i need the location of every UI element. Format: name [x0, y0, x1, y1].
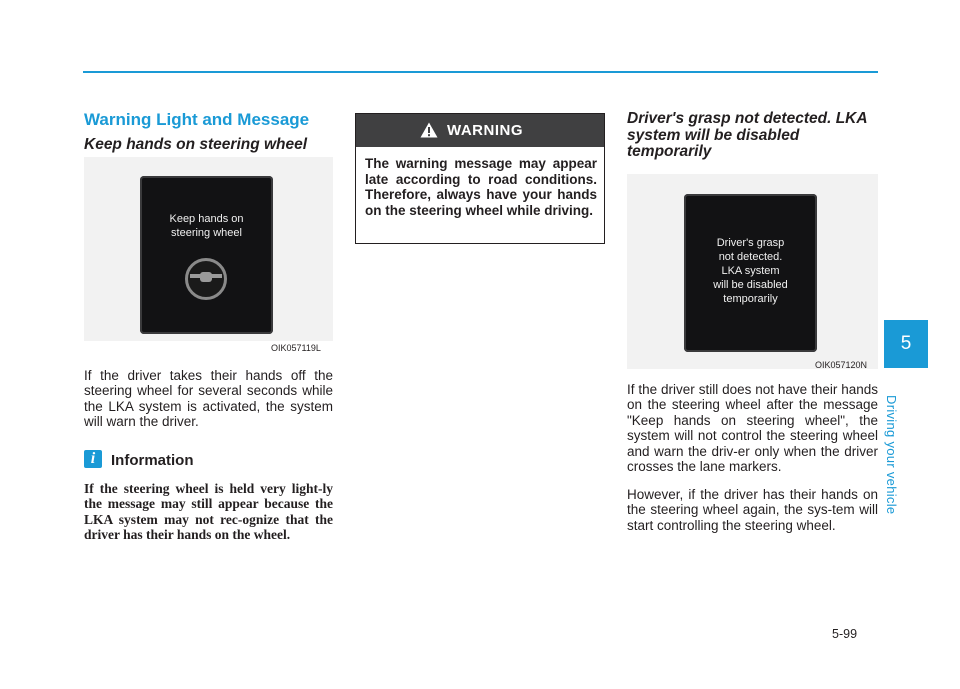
chapter-tab: 5	[884, 320, 928, 368]
figure-grasp-not-detected	[627, 174, 878, 369]
top-rule	[83, 71, 878, 73]
info-icon: i	[84, 450, 102, 468]
steering-wheel-icon	[185, 258, 227, 300]
info-title: Information	[111, 452, 194, 469]
section-heading: Warning Light and Message	[84, 110, 310, 129]
figure-code: OIK057119L	[271, 343, 321, 353]
chapter-label-text: Driving your vehicle	[884, 395, 899, 515]
warning-triangle-icon	[420, 122, 438, 138]
cluster-message: Keep hands on steering wheel	[169, 213, 244, 239]
info-text: If the steering wheel is held very light-ly the message may still appear because the LKA system may not rec-ognize that the driver has their hands on the wheel.	[84, 481, 333, 543]
figure-code: OIK057120N	[815, 360, 868, 370]
cluster-message: Driver's grasp not detected. LKA system will be disabled temporarily	[713, 237, 788, 305]
figure-keep-hands	[84, 157, 333, 341]
paragraph: If the driver takes their hands off the steering wheel for several seconds while the LKA system is activated, the system will warn the driver.	[84, 368, 333, 430]
chapter-label	[884, 395, 919, 515]
cluster-display	[684, 194, 817, 352]
cluster-display	[140, 176, 273, 334]
page-number: 5-99	[832, 627, 858, 641]
subheading-grasp-not-detected: Driver's grasp not detected. LKA system will be disabled temporarily	[627, 110, 867, 160]
subheading-keep-hands: Keep hands on steering wheel	[84, 136, 308, 153]
steering-wheel-hub	[200, 272, 212, 282]
warning-header	[356, 114, 604, 147]
warning-box	[355, 113, 605, 244]
warning-label: WARNING	[447, 122, 523, 139]
paragraph: If the driver still does not have their hands on the steering wheel after the message "Keep hands on steering wheel", the system will not control the steering wheel and warn the driv-er only when the driver crosses the lane markers.	[627, 382, 878, 475]
paragraph: However, if the driver has their hands on the steering wheel again, the sys-tem will start controlling the steering wheel.	[627, 487, 878, 533]
warning-text: The warning message may appear late according to road conditions. Therefore, always have your hands on the steering wheel while driving.	[365, 156, 597, 218]
